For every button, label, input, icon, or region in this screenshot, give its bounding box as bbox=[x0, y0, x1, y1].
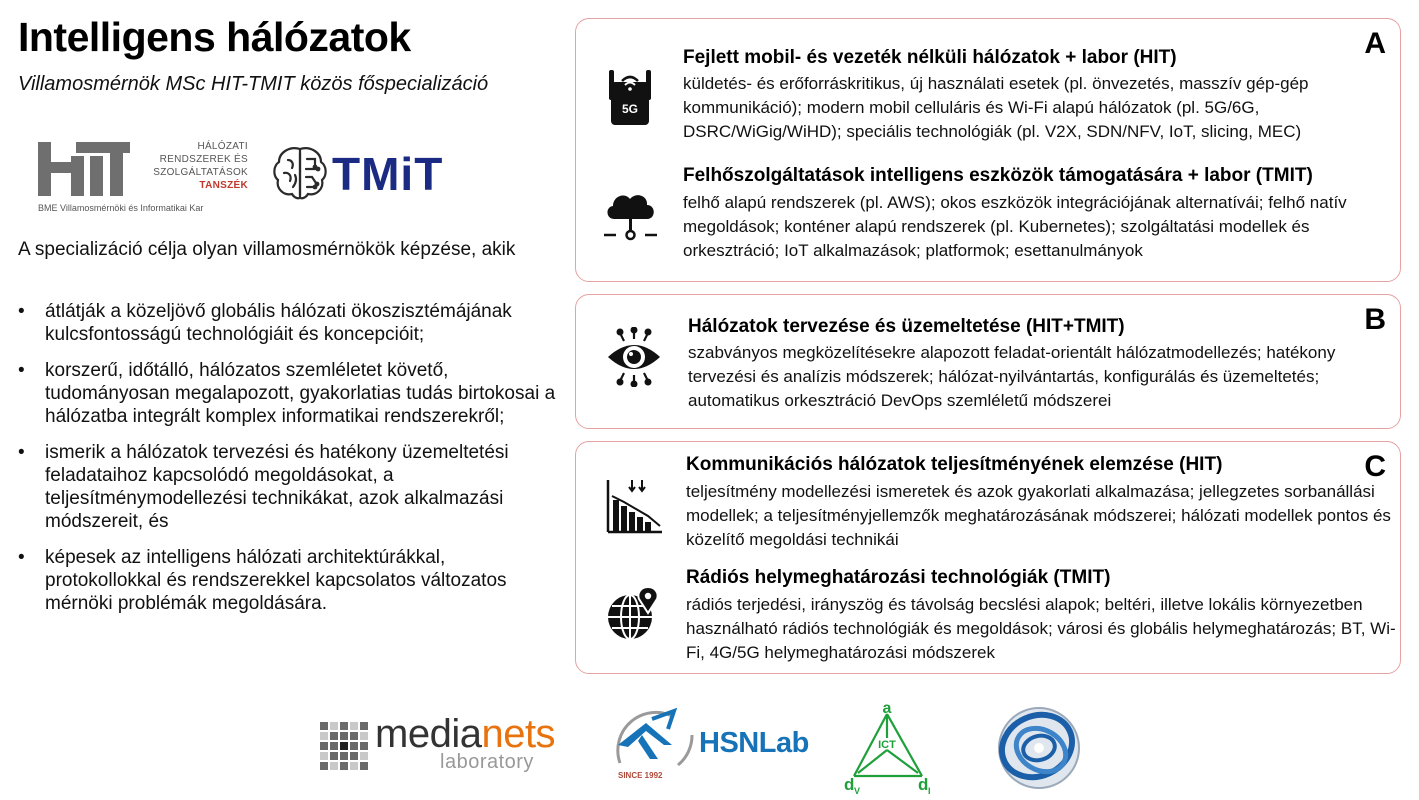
medianets-grid-square bbox=[340, 722, 348, 730]
list-item bbox=[18, 441, 558, 533]
ict-node-right: d bbox=[918, 775, 929, 794]
ict-node-right-sub: I bbox=[928, 786, 931, 795]
intro-text: A specializáció célja olyan villamosmérnökök képzése, akik bbox=[18, 239, 516, 260]
hit-tanszek: TANSZÉK bbox=[199, 180, 248, 191]
hit-line-1: HÁLÓZATI bbox=[197, 141, 248, 152]
section-title: Kommunikációs hálózatok teljesítményének elemzése (HIT) bbox=[686, 454, 1223, 475]
panel-letter: B bbox=[1364, 303, 1386, 336]
medianets-grid-square bbox=[360, 732, 368, 740]
section-description: küldetés- és erőforráskritikus, új használati esetek (pl. önvezetés, masszív gép-gép kommunikáció); modern mobil celluláris és Wi-Fi alapú hálózatok (pl. 5G/6G, DSRC/WiGig/WiHD); speciális technológiák (pl. V2X, SDN/NFV, IoT, slicing, MEC) bbox=[683, 74, 1309, 141]
medianets-grid-square bbox=[340, 732, 348, 740]
page-subtitle: Villamosmérnök MSc HIT-TMIT közös főspecializáció bbox=[18, 73, 489, 95]
medianets-grid-square bbox=[320, 742, 328, 750]
ict-center-label: ICT bbox=[878, 739, 896, 751]
medianets-grid-square bbox=[320, 732, 328, 740]
bullet-symbol: • bbox=[18, 301, 25, 322]
bullet-symbol: • bbox=[18, 547, 25, 568]
medianets-logo bbox=[320, 712, 560, 774]
cloud-network-icon bbox=[600, 185, 660, 245]
section-description: teljesítmény modellezési ismeretek és azok gyakorlati alkalmazása; jellegzetes sorbanállási modellek; a teljesítményjellemzők meghatározásának módszerei; hálózati modellek pontos és közelítő megoldási technikái bbox=[686, 482, 1391, 549]
section-title: Felhőszolgáltatások intelligens eszközök támogatására + labor (TMIT) bbox=[683, 165, 1313, 186]
list-item bbox=[18, 359, 558, 428]
section-description: felhő alapú rendszerek (pl. AWS); okos eszközök integrációjának alternatívái; felhő natív megoldások; konténer alapú rendszerek (pl. Kubernetes); szolgáltatási modellek és orkesztráció; IoT alkalmazások; platformok; esettanulmányok bbox=[683, 193, 1347, 260]
hit-logo-mark bbox=[38, 138, 130, 198]
medianets-grid-square bbox=[360, 722, 368, 730]
performance-chart-icon bbox=[604, 476, 664, 536]
bullet-symbol: • bbox=[18, 360, 25, 381]
medianets-grid-square bbox=[340, 762, 348, 770]
medianets-grid-square bbox=[350, 722, 358, 730]
tmit-logo-text: TMiT bbox=[332, 148, 444, 200]
medianets-grid-square bbox=[320, 762, 328, 770]
hsnlab-since: SINCE 1992 bbox=[618, 771, 663, 780]
section-title: Hálózatok tervezése és üzemeltetése (HIT+TMIT) bbox=[688, 316, 1125, 337]
hit-line-3: SZOLGÁLTATÁSOK bbox=[153, 167, 248, 178]
spiral-logo-icon bbox=[993, 704, 1085, 792]
bullet-symbol: • bbox=[18, 442, 25, 463]
list-item bbox=[18, 300, 558, 346]
medianets-grid-square bbox=[320, 722, 328, 730]
medianets-grid-square bbox=[330, 752, 338, 760]
section-description: rádiós terjedési, irányszög és távolság becslési alapok; beltéri, illetve lokális környezetben használható rádiós technológiák és megoldások; városi és globális helymeghatározás; BT, Wi-Fi, 4G/5G helymeghatározási módszerek bbox=[686, 595, 1396, 662]
ict-triangle-logo bbox=[840, 700, 935, 795]
medianets-grid-icon bbox=[320, 722, 368, 770]
medianets-grid-square bbox=[340, 752, 348, 760]
ict-node-left: d bbox=[844, 775, 855, 794]
goal-list bbox=[18, 300, 558, 628]
medianets-name-part: media bbox=[375, 712, 482, 756]
panel-a bbox=[575, 18, 1401, 282]
medianets-grid-square bbox=[330, 732, 338, 740]
medianets-grid-square bbox=[350, 762, 358, 770]
eye-circuit-icon bbox=[604, 327, 664, 387]
ict-node-left-sub: V bbox=[854, 786, 861, 795]
medianets-grid-square bbox=[340, 742, 348, 750]
medianets-grid-square bbox=[320, 752, 328, 760]
panel-c bbox=[575, 441, 1401, 674]
panel-b bbox=[575, 294, 1401, 429]
svg-text:5G: 5G bbox=[621, 102, 639, 116]
medianets-grid-square bbox=[360, 762, 368, 770]
medianets-grid-square bbox=[330, 762, 338, 770]
5g-router-icon bbox=[600, 67, 660, 127]
list-item-text: ismerik a hálózatok tervezési és hatékony üzemeltetési feladataihoz kapcsolódó megoldásokat, a teljesítménymodellezési technikákat, azok alkalmazási módszereit, és bbox=[45, 442, 509, 532]
medianets-grid-square bbox=[330, 722, 338, 730]
section-title: Fejlett mobil- és vezeték nélküli hálózatok + labor (HIT) bbox=[683, 47, 1177, 68]
medianets-grid-square bbox=[350, 732, 358, 740]
hit-line-2: RENDSZEREK ÉS bbox=[159, 154, 248, 165]
hit-university: BME Villamosmérnöki és Informatikai Kar bbox=[38, 203, 204, 213]
medianets-subtitle: laboratory bbox=[440, 751, 534, 773]
panel-letter: A bbox=[1364, 27, 1386, 60]
list-item bbox=[18, 546, 558, 615]
page-title: Intelligens hálózatok bbox=[18, 14, 411, 60]
brain-circuit-icon bbox=[270, 143, 330, 203]
hsnlab-logo bbox=[612, 705, 809, 785]
panel-letter: C bbox=[1364, 450, 1386, 483]
hit-logo bbox=[38, 138, 248, 216]
hit-logo-text bbox=[130, 140, 248, 192]
ict-node-top: a bbox=[882, 700, 892, 717]
medianets-grid-square bbox=[350, 752, 358, 760]
section-description: szabványos megközelítésekre alapozott feladat-orientált hálózatmodellezés; hatékony tervezési és analízis módszerek; hálózat-nyilvántartás, konfigurálás és üzemeltetés; automatikus orkesztráció DevOps szemléletű módszerei bbox=[688, 343, 1336, 410]
medianets-grid-square bbox=[350, 742, 358, 750]
hsnlab-text: HSNLab bbox=[699, 727, 809, 759]
medianets-grid-square bbox=[360, 752, 368, 760]
list-item-text: átlátják a közeljövő globális hálózati ökoszisztémájának kulcsfontosságú technológiáit és koncepcióit; bbox=[45, 301, 512, 345]
medianets-grid-square bbox=[360, 742, 368, 750]
medianets-name-accent: nets bbox=[481, 712, 556, 756]
globe-location-icon bbox=[604, 585, 664, 645]
tmit-logo bbox=[270, 143, 470, 205]
medianets-grid-square bbox=[330, 742, 338, 750]
list-item-text: képesek az intelligens hálózati architektúrákkal, protokollokkal és rendszerekkel kapcsolatos változatos mérnöki problémák megoldására. bbox=[45, 547, 507, 614]
section-title: Rádiós helymeghatározási technológiák (TMIT) bbox=[686, 567, 1111, 588]
list-item-text: korszerű, időtálló, hálózatos szemléletet követő, tudományosan megalapozott, gyakorlatias tudás birtokosai a hálózatba integrált komplex informatikai rendszerekről; bbox=[45, 360, 556, 427]
